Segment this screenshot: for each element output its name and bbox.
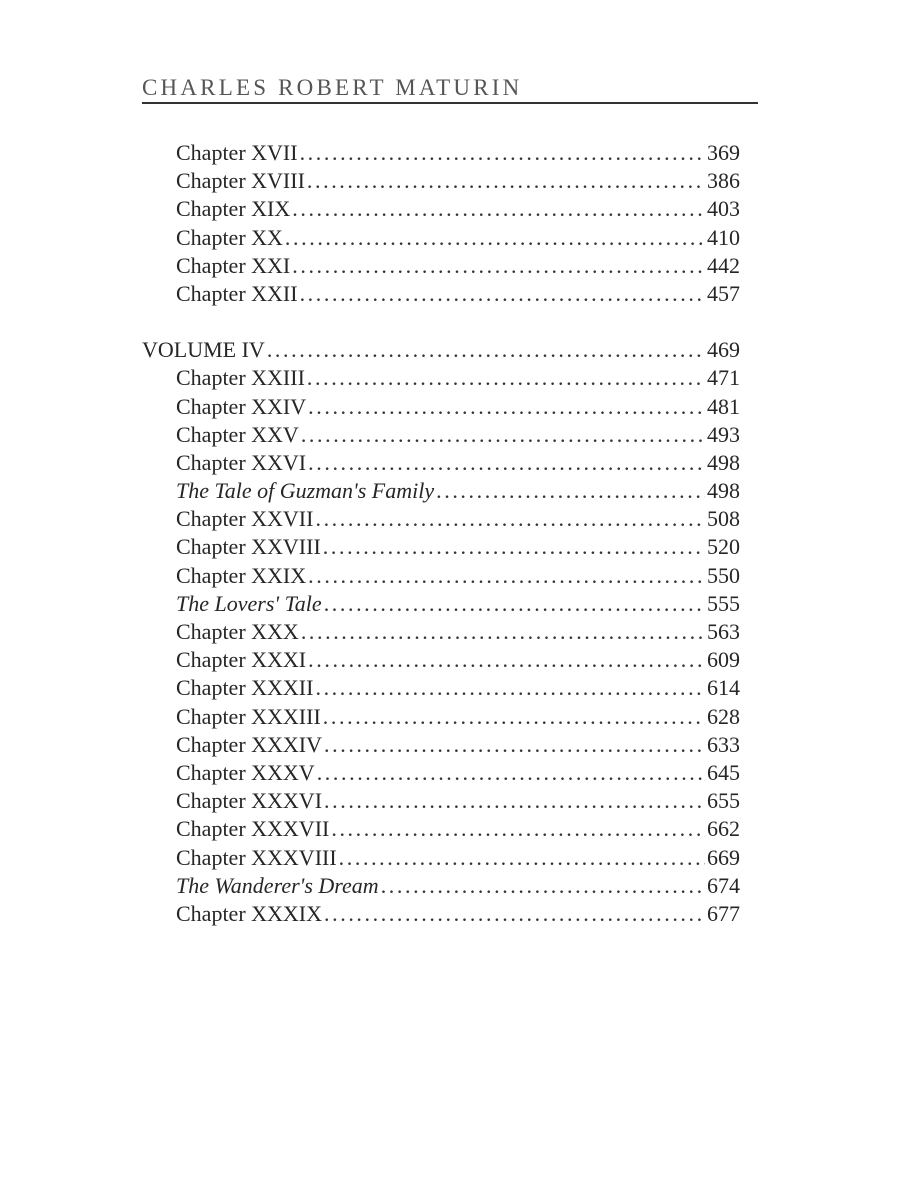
toc-entry-page-number: 674	[707, 872, 740, 898]
toc-entry-title: Chapter XXV	[176, 421, 299, 447]
toc-entry	[142, 787, 740, 815]
dot-leader	[315, 674, 705, 702]
toc-entry	[142, 815, 740, 843]
toc-entry	[142, 759, 740, 787]
dot-leader	[315, 505, 705, 533]
toc-entry-title: Chapter XXXIX	[176, 900, 323, 926]
toc-entry-title: The Tale of Guzman's Family	[176, 478, 435, 504]
toc-entry	[142, 252, 740, 280]
toc-entry-title: Chapter XXVII	[176, 506, 314, 532]
dot-leader	[292, 195, 705, 223]
dot-leader	[308, 449, 705, 477]
toc-entry-page-number: 555	[707, 590, 740, 616]
toc-entry-title: Chapter XXXVII	[176, 816, 330, 842]
toc-entry	[142, 364, 740, 392]
toc-entry-title: The Lovers' Tale	[176, 590, 322, 616]
toc-entry	[142, 872, 740, 900]
dot-leader	[317, 759, 705, 787]
toc-entry-page-number: 369	[707, 140, 740, 165]
toc-entry-title: Chapter XXXI	[176, 647, 307, 673]
toc-entry	[142, 280, 740, 308]
dot-leader	[331, 815, 705, 843]
toc-entry	[142, 195, 740, 223]
toc-entry-title: Chapter XVIII	[176, 168, 305, 194]
toc-entry-title: Chapter XXIX	[176, 562, 307, 588]
dot-leader	[381, 872, 705, 900]
toc-entry-title: Chapter XXI	[176, 252, 291, 278]
toc-entry-title: Chapter XXII	[176, 280, 298, 306]
dot-leader	[300, 139, 705, 167]
toc-entry-title: Chapter XIX	[176, 196, 291, 222]
toc-entry-page-number: 677	[707, 900, 740, 926]
toc-entry-title: Chapter XXXIII	[176, 703, 321, 729]
toc-entry-title: Chapter XXIII	[176, 365, 305, 391]
running-header	[142, 74, 758, 104]
toc-entry	[142, 139, 740, 167]
toc-entry-page-number: 442	[707, 252, 740, 278]
table-of-contents	[142, 139, 740, 928]
toc-entry	[142, 224, 740, 252]
dot-leader	[323, 533, 705, 561]
dot-leader	[436, 477, 705, 505]
toc-entry	[142, 590, 740, 618]
toc-entry	[142, 844, 740, 872]
dot-leader	[339, 844, 705, 872]
toc-entry-title: Chapter XX	[176, 224, 283, 250]
toc-entry-title: Chapter XXX	[176, 619, 299, 644]
dot-leader	[323, 703, 705, 731]
running-header-title: CHARLES ROBERT MATURIN	[142, 75, 523, 100]
toc-entry	[142, 533, 740, 561]
toc-entry-page-number: 471	[707, 365, 740, 391]
toc-entry-page-number: 628	[707, 703, 740, 729]
toc-entry-page-number: 520	[707, 534, 740, 560]
toc-entry-page-number: 633	[707, 731, 740, 757]
toc-entry-page-number: 563	[707, 619, 740, 644]
toc-entry-page-number: 550	[707, 562, 740, 588]
toc-entry-title: Chapter XXXVIII	[176, 844, 337, 870]
toc-entry-page-number: 614	[707, 675, 740, 701]
toc-entry	[142, 703, 740, 731]
toc-entry	[142, 421, 740, 449]
dot-leader	[292, 252, 705, 280]
toc-entry-page-number: 498	[707, 449, 740, 475]
dot-leader	[324, 900, 705, 928]
toc-entry-page-number: 662	[707, 816, 740, 842]
toc-entry	[142, 393, 740, 421]
toc-entry-title: Chapter XXXV	[176, 759, 315, 785]
toc-entry-page-number: 469	[707, 337, 740, 363]
dot-leader	[308, 646, 705, 674]
dot-leader	[267, 336, 705, 364]
toc-entry-title: Chapter XVII	[176, 140, 298, 165]
toc-entry-page-number: 457	[707, 280, 740, 306]
dot-leader	[301, 618, 705, 646]
toc-entry-page-number: 481	[707, 393, 740, 419]
dot-leader	[324, 731, 705, 759]
dot-leader	[308, 393, 705, 421]
toc-entry	[142, 449, 740, 477]
dot-leader	[324, 590, 705, 618]
toc-entry-page-number: 669	[707, 844, 740, 870]
dot-leader	[307, 364, 705, 392]
toc-entry	[142, 167, 740, 195]
toc-entry	[142, 731, 740, 759]
dot-leader	[324, 787, 705, 815]
toc-entry-title: The Wanderer's Dream	[176, 872, 379, 898]
toc-entry-page-number: 609	[707, 647, 740, 673]
dot-leader	[307, 167, 705, 195]
toc-entry-page-number: 508	[707, 506, 740, 532]
dot-leader	[308, 562, 705, 590]
toc-entry-page-number: 498	[707, 478, 740, 504]
toc-entry-title: Chapter XXIV	[176, 393, 307, 419]
toc-entry-title: Chapter XXXVI	[176, 788, 323, 814]
toc-entry	[142, 646, 740, 674]
toc-entry-title: Chapter XXXIV	[176, 731, 323, 757]
toc-entry	[142, 900, 740, 928]
dot-leader	[301, 421, 705, 449]
dot-leader	[285, 224, 705, 252]
toc-entry	[142, 674, 740, 702]
toc-entry-page-number: 645	[707, 759, 740, 785]
dot-leader	[300, 280, 705, 308]
toc-entry-page-number: 655	[707, 788, 740, 814]
toc-entry	[142, 562, 740, 590]
toc-volume-entry	[142, 336, 740, 364]
toc-entry-title: Chapter XXVI	[176, 449, 307, 475]
toc-entry-page-number: 410	[707, 224, 740, 250]
toc-entry-title: Chapter XXXII	[176, 675, 314, 701]
toc-entry-page-number: 386	[707, 168, 740, 194]
toc-entry-title: Chapter XXVIII	[176, 534, 321, 560]
toc-entry-page-number: 403	[707, 196, 740, 222]
toc-entry	[142, 477, 740, 505]
toc-entry-page-number: 493	[707, 421, 740, 447]
toc-entry	[142, 618, 740, 646]
toc-entry	[142, 505, 740, 533]
toc-entry-title: VOLUME IV	[142, 337, 265, 363]
